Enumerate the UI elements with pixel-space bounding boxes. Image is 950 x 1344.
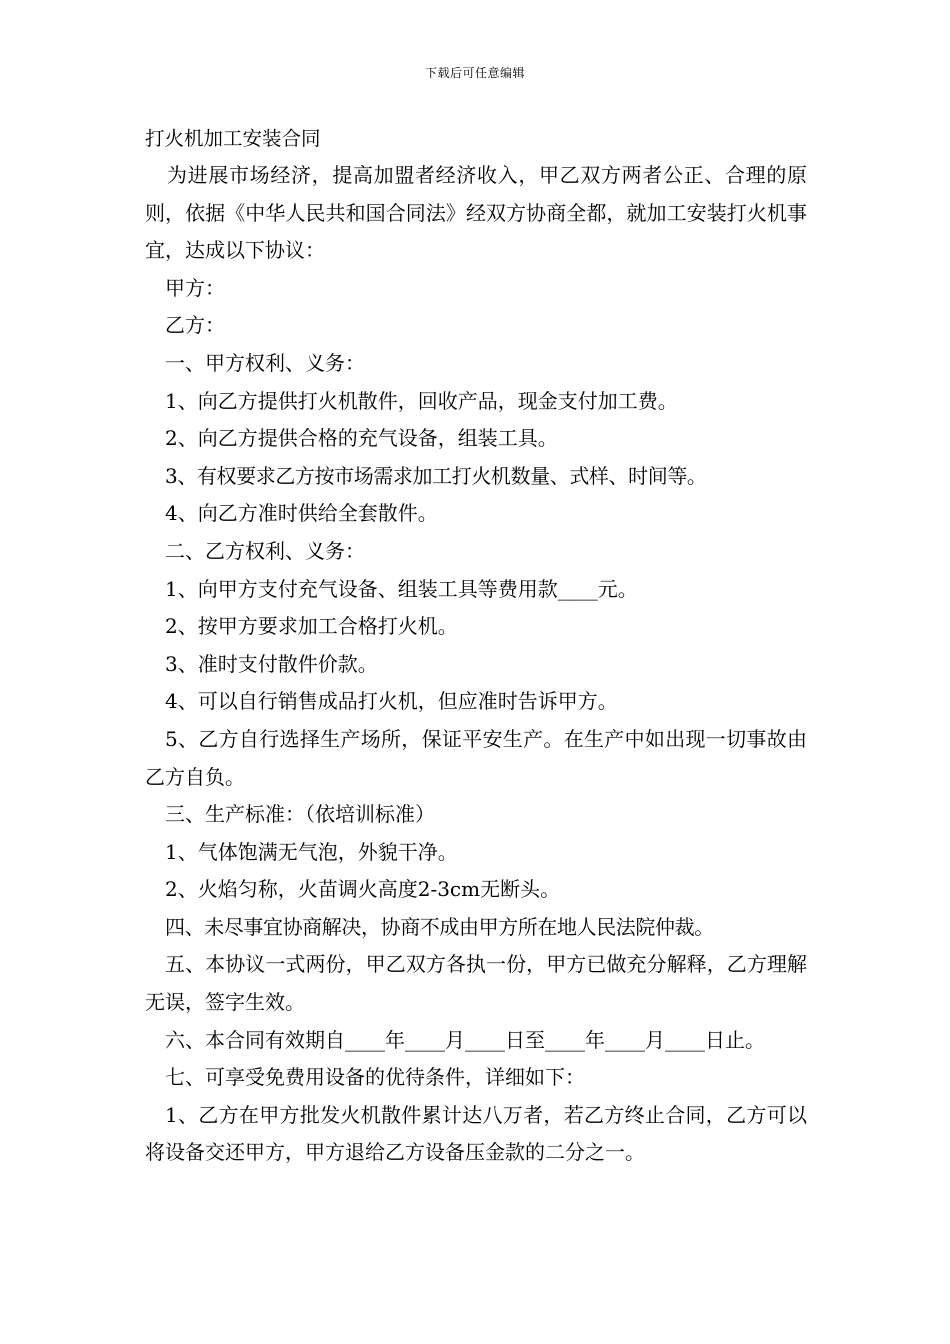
clause-std-1: 1、气体饱满无气泡，外貌干净。 [165, 839, 458, 864]
clause-a-3: 3、有权要求乙方按市场需求加工打火机数量、式样、时间等。 [165, 463, 707, 488]
clause-b-3: 3、准时支付散件价款。 [165, 651, 378, 676]
clause-a-4: 4、向乙方准时供给全套散件。 [165, 501, 438, 526]
paragraph-party-a: 甲方： [165, 275, 225, 300]
clause-b-1: 1、向甲方支付充气设备、组装工具等费用款____元。 [165, 576, 638, 601]
clause-b-5: 5、乙方自行选择生产场所，保证平安生产。在生产中如出现一切事故由乙方自负。 [145, 726, 807, 789]
page-header-note: 下载后可任意编辑 [424, 66, 525, 80]
section-validity-period: 六、本合同有效期自____年____月____日至____年____月____日止。 [165, 1027, 765, 1052]
section-unresolved-matters: 四、未尽事宜协商解决，协商不成由甲方所在地人民法院仲裁。 [165, 914, 714, 939]
clause-free-1: 1、乙方在甲方批发火机散件累计达八万者，若乙方终止合同，乙方可以将设备交还甲方，甲方退给乙方设备压金款的二分之一。 [145, 1102, 807, 1165]
section-heading-party-a-rights: 一、甲方权利、义务： [165, 350, 365, 375]
section-heading-party-b-rights: 二、乙方权利、义务： [165, 538, 365, 563]
section-heading-free-equipment: 七、可享受免费用设备的优待条件，详细如下： [165, 1065, 585, 1090]
section-copies: 五、本协议一式两份，甲乙双方各执一份，甲方已做充分解释，乙方理解无误，签字生效。 [145, 952, 807, 1015]
clause-a-1: 1、向乙方提供打火机散件，回收产品，现金支付加工费。 [165, 388, 678, 413]
paragraph-party-b: 乙方： [165, 313, 225, 338]
document-title: 打火机加工安装合同 [145, 127, 321, 150]
clause-b-2: 2、按甲方要求加工合格打火机。 [165, 614, 458, 639]
paragraph-preamble: 为进展市场经济，提高加盟者经济收入，甲乙双方两者公正、合理的原则，依据《中华人民共和国合同法》经双方协商全都，就加工安装打火机事宜，达成以下协议： [145, 163, 807, 263]
clause-std-2: 2、火焰匀称，火苗调火高度2-3cm无断头。 [165, 877, 561, 902]
section-heading-production-standard: 三、生产标准：（依培训标准） [165, 802, 435, 827]
contract-document [145, 120, 807, 1172]
clause-b-4: 4、可以自行销售成品打火机，但应准时告诉甲方。 [165, 689, 618, 714]
clause-a-2: 2、向乙方提供合格的充气设备，组装工具。 [165, 426, 558, 451]
